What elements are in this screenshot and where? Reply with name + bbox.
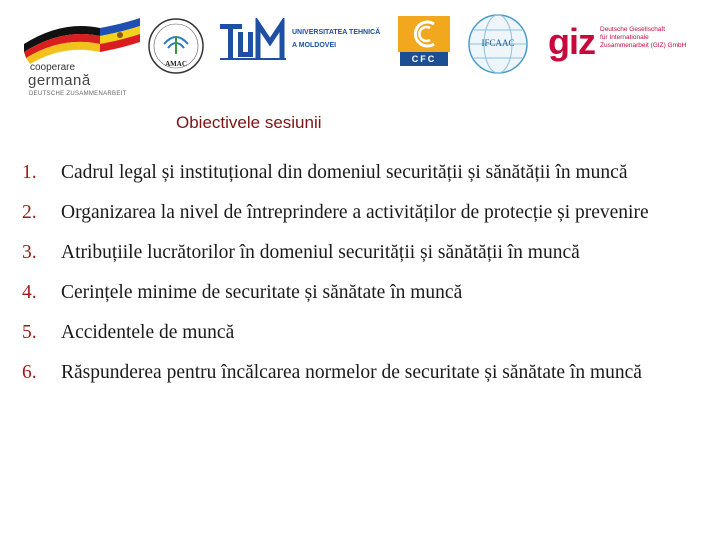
cooperare-germana-logo [22, 14, 142, 97]
objective-text: Organizarea la nivel de întreprindere a activităților de protecție și prevenire [61, 202, 649, 223]
objective-text: Atribuțiile lucrătorilor în domeniul securității și sănătății în muncă [61, 242, 580, 263]
objective-text: Răspunderea pentru încălcarea normelor de securitate și sănătate în muncă [61, 362, 642, 383]
objective-number: 3. [22, 242, 37, 263]
giz-description-line3: Zusammenarbeit (GIZ) GmbH [600, 42, 687, 49]
logo-strip [0, 0, 720, 100]
objective-item-4 [22, 279, 702, 306]
objective-item-3 [22, 239, 702, 266]
germana-text: germană [28, 72, 91, 89]
ifcaac-caption: IFCAAC [481, 38, 515, 48]
utm-name-line2: A MOLDOVEI [292, 42, 337, 49]
utm-name-line1: UNIVERSITATEA TEHNICĂ [292, 29, 381, 36]
cfc-caption: CFC [400, 52, 448, 66]
objective-item-6 [22, 359, 702, 386]
objective-item-2 [22, 199, 702, 226]
giz-description [600, 26, 686, 50]
utm-mark-icon [218, 18, 290, 64]
slide-title: Obiectivele sesiunii [176, 113, 322, 132]
cfc-emblem-icon [394, 14, 454, 54]
objective-text: Cerințele minime de securitate și sănătate în muncă [61, 282, 463, 303]
utm-logo [218, 18, 388, 68]
german-moldovan-flag-swoosh [22, 14, 142, 68]
giz-logo [548, 22, 698, 72]
giz-wordmark: giz [548, 21, 595, 62]
objective-number: 6. [22, 362, 37, 383]
objective-number: 2. [22, 202, 37, 223]
objective-text: Accidentele de muncă [61, 322, 235, 343]
cfc-logo [394, 14, 454, 70]
objective-item-5 [22, 319, 702, 346]
deutsche-zusammenarbeit-text: DEUTSCHE ZUSAMMENARBEIT [29, 91, 127, 97]
cooperare-text: cooperare [30, 62, 76, 73]
objective-item-1 [22, 159, 702, 186]
objective-number: 4. [22, 282, 37, 303]
objective-number: 1. [22, 162, 37, 183]
giz-description-line1: Deutsche Gesellschaft [600, 26, 666, 33]
amac-caption: AMAC [165, 60, 187, 68]
objective-number: 5. [22, 322, 37, 343]
objective-text: Cadrul legal și instituțional din domeniul securității și sănătății în muncă [61, 162, 628, 183]
giz-description-line2: für Internationale [600, 34, 649, 41]
ifcaac-logo [466, 12, 530, 76]
amac-logo [146, 16, 206, 76]
objectives-list [22, 159, 702, 399]
